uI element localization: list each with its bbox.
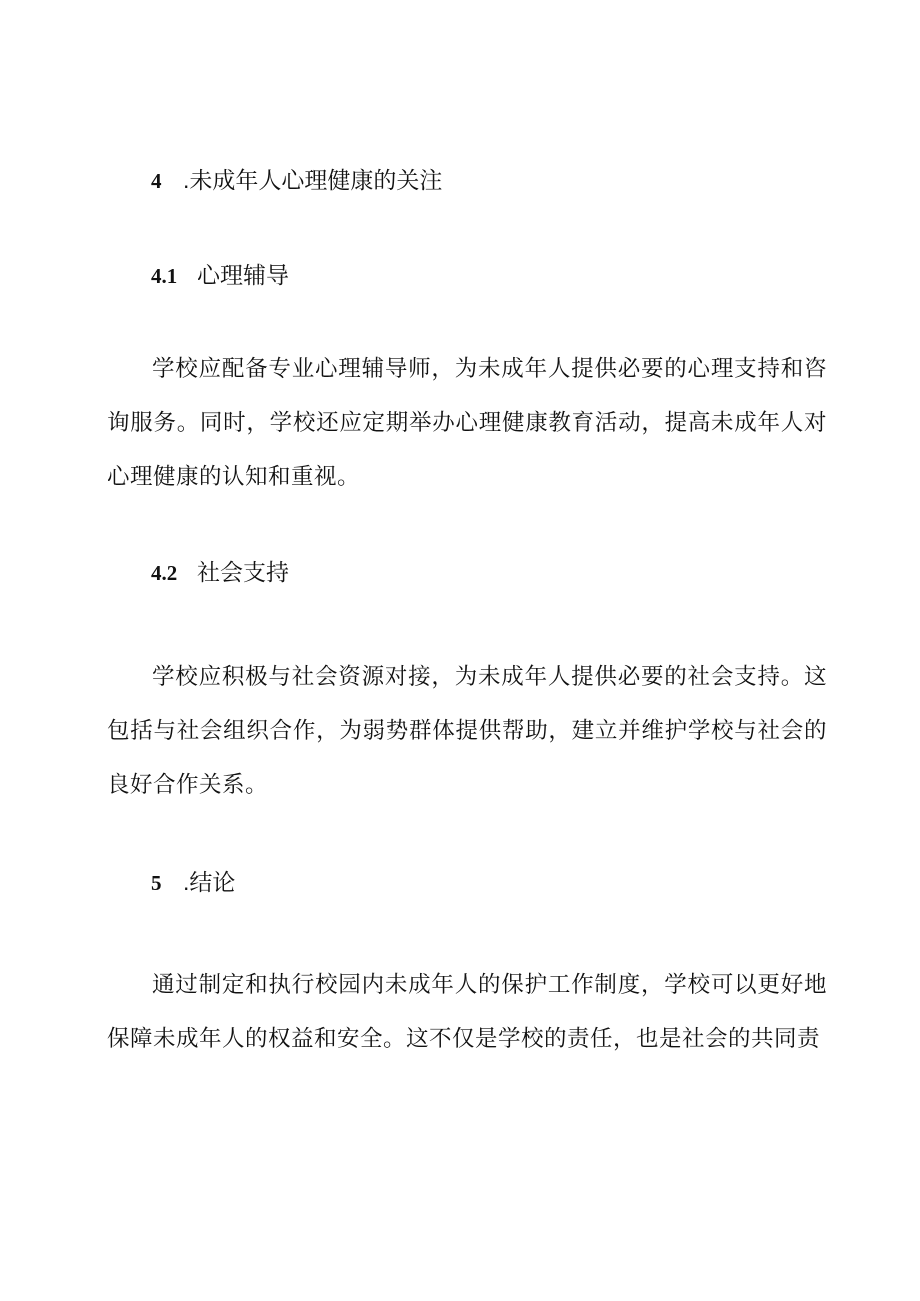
section-title: .结论 xyxy=(183,869,236,895)
section-title: 社会支持 xyxy=(197,559,289,585)
section-number: 4.1 xyxy=(151,264,178,288)
paragraph-counseling: 学校应配备专业心理辅导师，为未成年人提供必要的心理支持和咨询服务。同时，学校还应定期举办心理健康教育活动，提高未成年人对心理健康的认知和重视。 xyxy=(107,356,827,490)
paragraph-social-support: 学校应积极与社会资源对接，为未成年人提供必要的社会支持。这包括与社会组织合作，为弱势群体提供帮助，建立并维护学校与社会的良好合作关系。 xyxy=(107,664,827,798)
paragraph-conclusion: 通过制定和执行校园内未成年人的保护工作制度，学校可以更好地保障未成年人的权益和安全。这不仅是学校的责任，也是社会的共同责 xyxy=(107,972,827,1052)
section-title: .未成年人心理健康的关注 xyxy=(183,167,443,193)
section-heading-4 xyxy=(151,165,442,196)
section-number: 5 xyxy=(151,871,162,895)
section-title: 心理辅导 xyxy=(197,262,289,288)
section-number: 4.2 xyxy=(151,561,178,585)
section-heading-5 xyxy=(151,867,235,898)
section-number: 4 xyxy=(151,169,162,193)
section-heading-4-2 xyxy=(151,557,289,588)
section-heading-4-1 xyxy=(151,260,289,291)
